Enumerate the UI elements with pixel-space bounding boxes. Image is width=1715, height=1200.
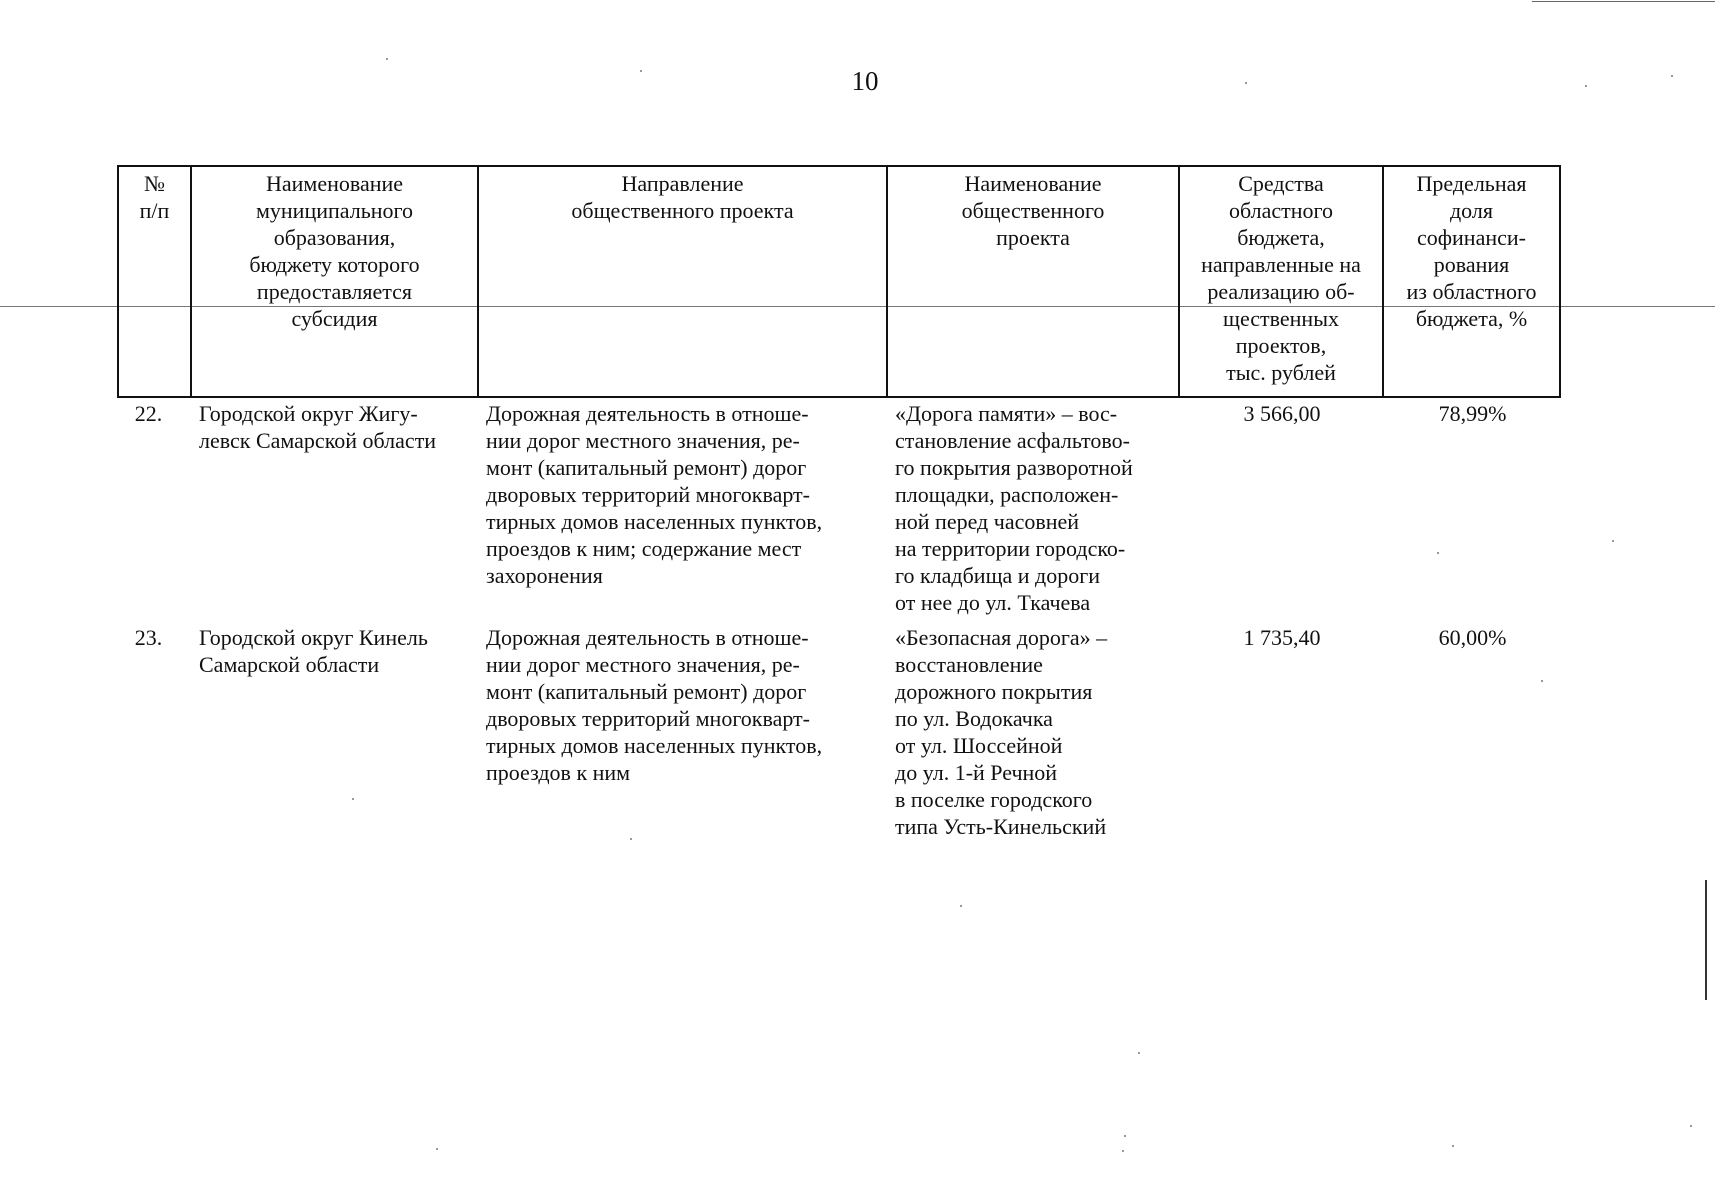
scan-speck — [1122, 1150, 1124, 1152]
header-number: № п/п — [118, 166, 191, 397]
page-number: 10 — [851, 66, 879, 96]
scan-speck — [1124, 1135, 1126, 1137]
direction-cell: Дорожная деятельность в отноше- нии дорог местного значения, ре- монт (капитальный ремонт) дорог дворовых территорий многокварт- тирных домов населенных пунктов, проездов к ним — [486, 625, 823, 785]
municipality-cell: Городской округ Жигу- левск Самарской области — [199, 401, 437, 453]
share-cell: 78,99% — [1438, 401, 1507, 426]
header-municipality: Наименование муниципального образования, бюджету которого предоставляется субсидия — [191, 166, 478, 397]
funds-cell: 1 735,40 — [1243, 625, 1321, 650]
scan-speck — [960, 905, 962, 907]
direction-cell: Дорожная деятельность в отноше- нии дорог местного значения, ре- монт (капитальный ремонт) дорог дворовых территорий многокварт- тирных домов населенных пунктов, проездов к ним; содержание мест захоронения — [486, 401, 823, 588]
project-cell: «Дорога памяти» – вос- становление асфальтово- го покрытия разворотной площадки, расположен- ной перед часовней на территории городско- го кладбища и дороги от нее до ул. Ткачева — [895, 401, 1133, 615]
header-project-direction: Направление общественного проекта — [478, 166, 887, 397]
scan-speck — [1690, 1125, 1692, 1127]
share-cell: 60,00% — [1438, 625, 1507, 650]
scan-speck — [436, 1148, 438, 1150]
funds-cell: 3 566,00 — [1243, 401, 1321, 426]
scan-edge-mark — [1705, 880, 1707, 1000]
scan-edge-mark — [1532, 1, 1715, 2]
scan-speck — [1452, 1145, 1454, 1147]
header-cofinancing-share: Предельная доля софинанси- рования из областного бюджета, % — [1383, 166, 1560, 397]
scan-speck — [1612, 540, 1614, 542]
header-regional-funds: Средства областного бюджета, направленные на реализацию об- щественных проектов, тыс. рублей — [1179, 166, 1383, 397]
scan-speck — [386, 58, 388, 60]
table-row — [118, 622, 1560, 840]
row-number: 23. — [134, 625, 163, 650]
header-project-name: Наименование общественного проекта — [887, 166, 1179, 397]
table-row — [118, 397, 1560, 622]
municipality-cell: Городской округ Кинель Самарской области — [199, 625, 428, 677]
table-header-row — [118, 166, 1560, 397]
scan-speck — [1138, 1052, 1140, 1054]
project-cell: «Безопасная дорога» – восстановление дорожного покрытия по ул. Водокачка от ул. Шоссейной до ул. 1-й Речной в поселке городского типа Усть-Кинельский — [895, 625, 1108, 839]
subsidy-table — [117, 165, 1561, 840]
row-number: 22. — [134, 401, 163, 426]
